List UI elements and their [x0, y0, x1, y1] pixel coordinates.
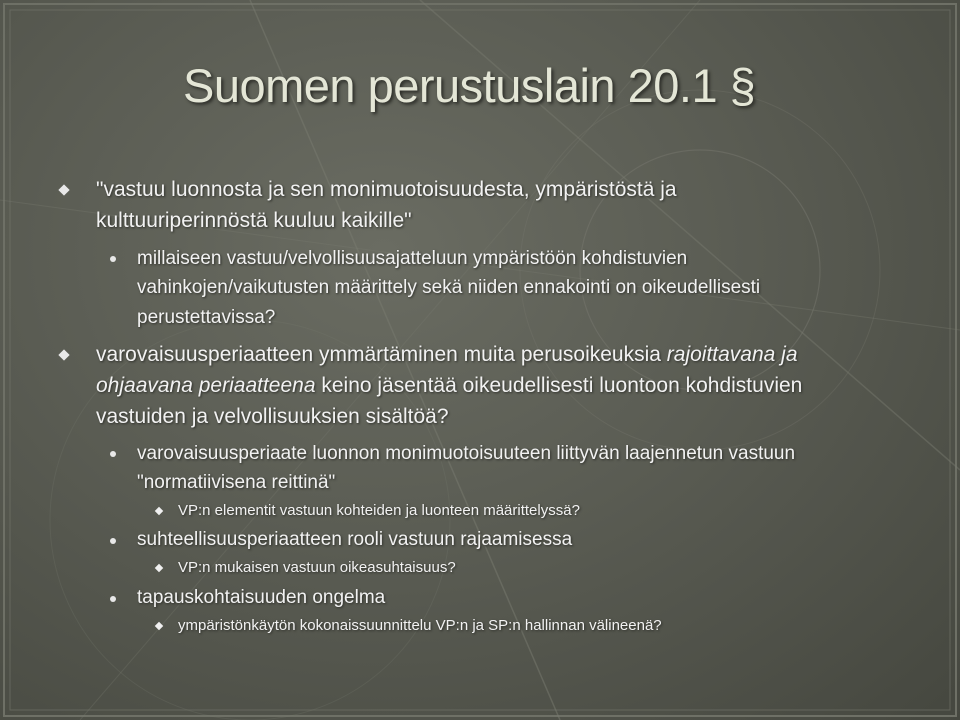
- dot-bullet-icon: [110, 596, 116, 602]
- dot-bullet-icon: [110, 538, 116, 544]
- item-1-line-2: kulttuuriperinnöstä kuuluu kaikille": [96, 209, 412, 232]
- page-title: Suomen perustuslain 20.1 §: [183, 59, 756, 112]
- item-1-line-1: "vastuu luonnosta ja sen monimuotoisuudesta, ympäristöstä ja: [96, 178, 677, 201]
- item-2-line-2: ohjaavana periaatteena keino jäsentää oikeudellisesti luontoon kohdistuvien: [96, 374, 803, 397]
- item-1-sub-1-line-1: millaiseen vastuu/velvollisuusajatteluun ympäristöön kohdistuvien: [137, 248, 688, 269]
- item-2-sub-1-line-1: varovaisuusperiaate luonnon monimuotoisuuteen liittyvän laajennetun vastuun: [137, 443, 796, 464]
- item-2-sub-1-detail: VP:n elementit vastuun kohteiden ja luonteen määrittelyssä?: [178, 502, 580, 519]
- item-2-line-1: varovaisuusperiaatteen ymmärtäminen muita perusoikeuksia rajoittavana ja: [96, 343, 798, 366]
- item-2-line-3: vastuiden ja velvollisuuksien sisältöä?: [96, 405, 449, 428]
- item-2-sub-2: suhteellisuusperiaatteen rooli vastuun rajaamisessa: [137, 529, 573, 550]
- dot-bullet-icon: [110, 451, 116, 457]
- dot-bullet-icon: [110, 256, 116, 262]
- item-2-sub-1-line-2: "normatiivisena reittinä": [137, 472, 336, 493]
- item-2-sub-2-detail: VP:n mukaisen vastuun oikeasuhtaisuus?: [178, 559, 456, 576]
- item-2-sub-3: tapauskohtaisuuden ongelma: [137, 587, 386, 608]
- item-1-sub-1-line-2: vahinkojen/vaikutusten määrittely sekä niiden ennakointi on oikeudellisesti: [137, 277, 761, 298]
- item-1-sub-1-line-3: perustettavissa?: [137, 307, 276, 328]
- item-2-sub-3-detail: ympäristönkäytön kokonaissuunnittelu VP:n ja SP:n hallinnan välineenä?: [178, 617, 662, 634]
